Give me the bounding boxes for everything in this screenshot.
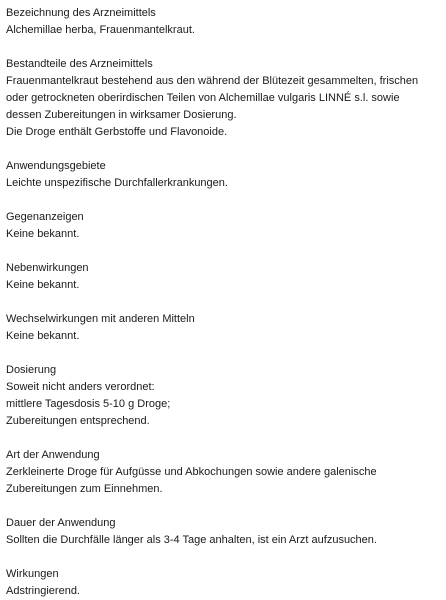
section-text-line: Adstringierend. <box>6 585 80 597</box>
section-gegenanzeigen <box>6 209 446 243</box>
section-text-line: Die Droge enthält Gerbstoffe und Flavonoide. <box>6 126 228 138</box>
section-dosierung <box>6 362 446 430</box>
section-text-line: Zerkleinerte Droge für Aufgüsse und Abkochungen sowie andere galenische <box>6 466 377 478</box>
section-heading: Wirkungen <box>6 568 59 580</box>
section-heading: Art der Anwendung <box>6 449 100 461</box>
section-text-line: mittlere Tagesdosis 5-10 g Droge; <box>6 398 171 410</box>
section-text-line: dessen Zubereitungen in wirksamer Dosierung. <box>6 109 237 121</box>
section-text-line: Keine bekannt. <box>6 330 80 342</box>
section-text-line: oder getrockneten oberirdischen Teilen von Alchemillae vulgaris LINNÉ s.l. sowie <box>6 92 400 104</box>
section-text-line: Zubereitungen zum Einnehmen. <box>6 483 163 495</box>
section-art-der-anwendung <box>6 447 446 498</box>
section-heading: Bezeichnung des Arzneimittels <box>6 7 156 19</box>
section-dauer-der-anwendung <box>6 515 446 549</box>
section-bezeichnung <box>6 5 446 39</box>
section-text-line: Alchemillae herba, Frauenmantelkraut. <box>6 24 195 36</box>
section-heading: Gegenanzeigen <box>6 211 84 223</box>
section-heading: Nebenwirkungen <box>6 262 89 274</box>
section-anwendungsgebiete <box>6 158 446 192</box>
section-wirkungen <box>6 566 446 600</box>
section-heading: Anwendungsgebiete <box>6 160 106 172</box>
section-text-line: Zubereitungen entsprechend. <box>6 415 150 427</box>
section-text-line: Frauenmantelkraut bestehend aus den während der Blütezeit gesammelten, frischen <box>6 75 419 87</box>
section-nebenwirkungen <box>6 260 446 294</box>
section-text-line: Keine bekannt. <box>6 228 80 240</box>
section-heading: Wechselwirkungen mit anderen Mitteln <box>6 313 195 325</box>
section-heading: Dauer der Anwendung <box>6 517 116 529</box>
section-heading: Dosierung <box>6 364 57 376</box>
section-text-line: Leichte unspezifische Durchfallerkrankungen. <box>6 177 228 189</box>
section-bestandteile <box>6 56 446 141</box>
section-text-line: Keine bekannt. <box>6 279 80 291</box>
section-wechselwirkungen <box>6 311 446 345</box>
section-text-line: Sollten die Durchfälle länger als 3-4 Tage anhalten, ist ein Arzt aufzusuchen. <box>6 534 377 546</box>
section-text-line: Soweit nicht anders verordnet: <box>6 381 155 393</box>
section-heading: Bestandteile des Arzneimittels <box>6 58 153 70</box>
